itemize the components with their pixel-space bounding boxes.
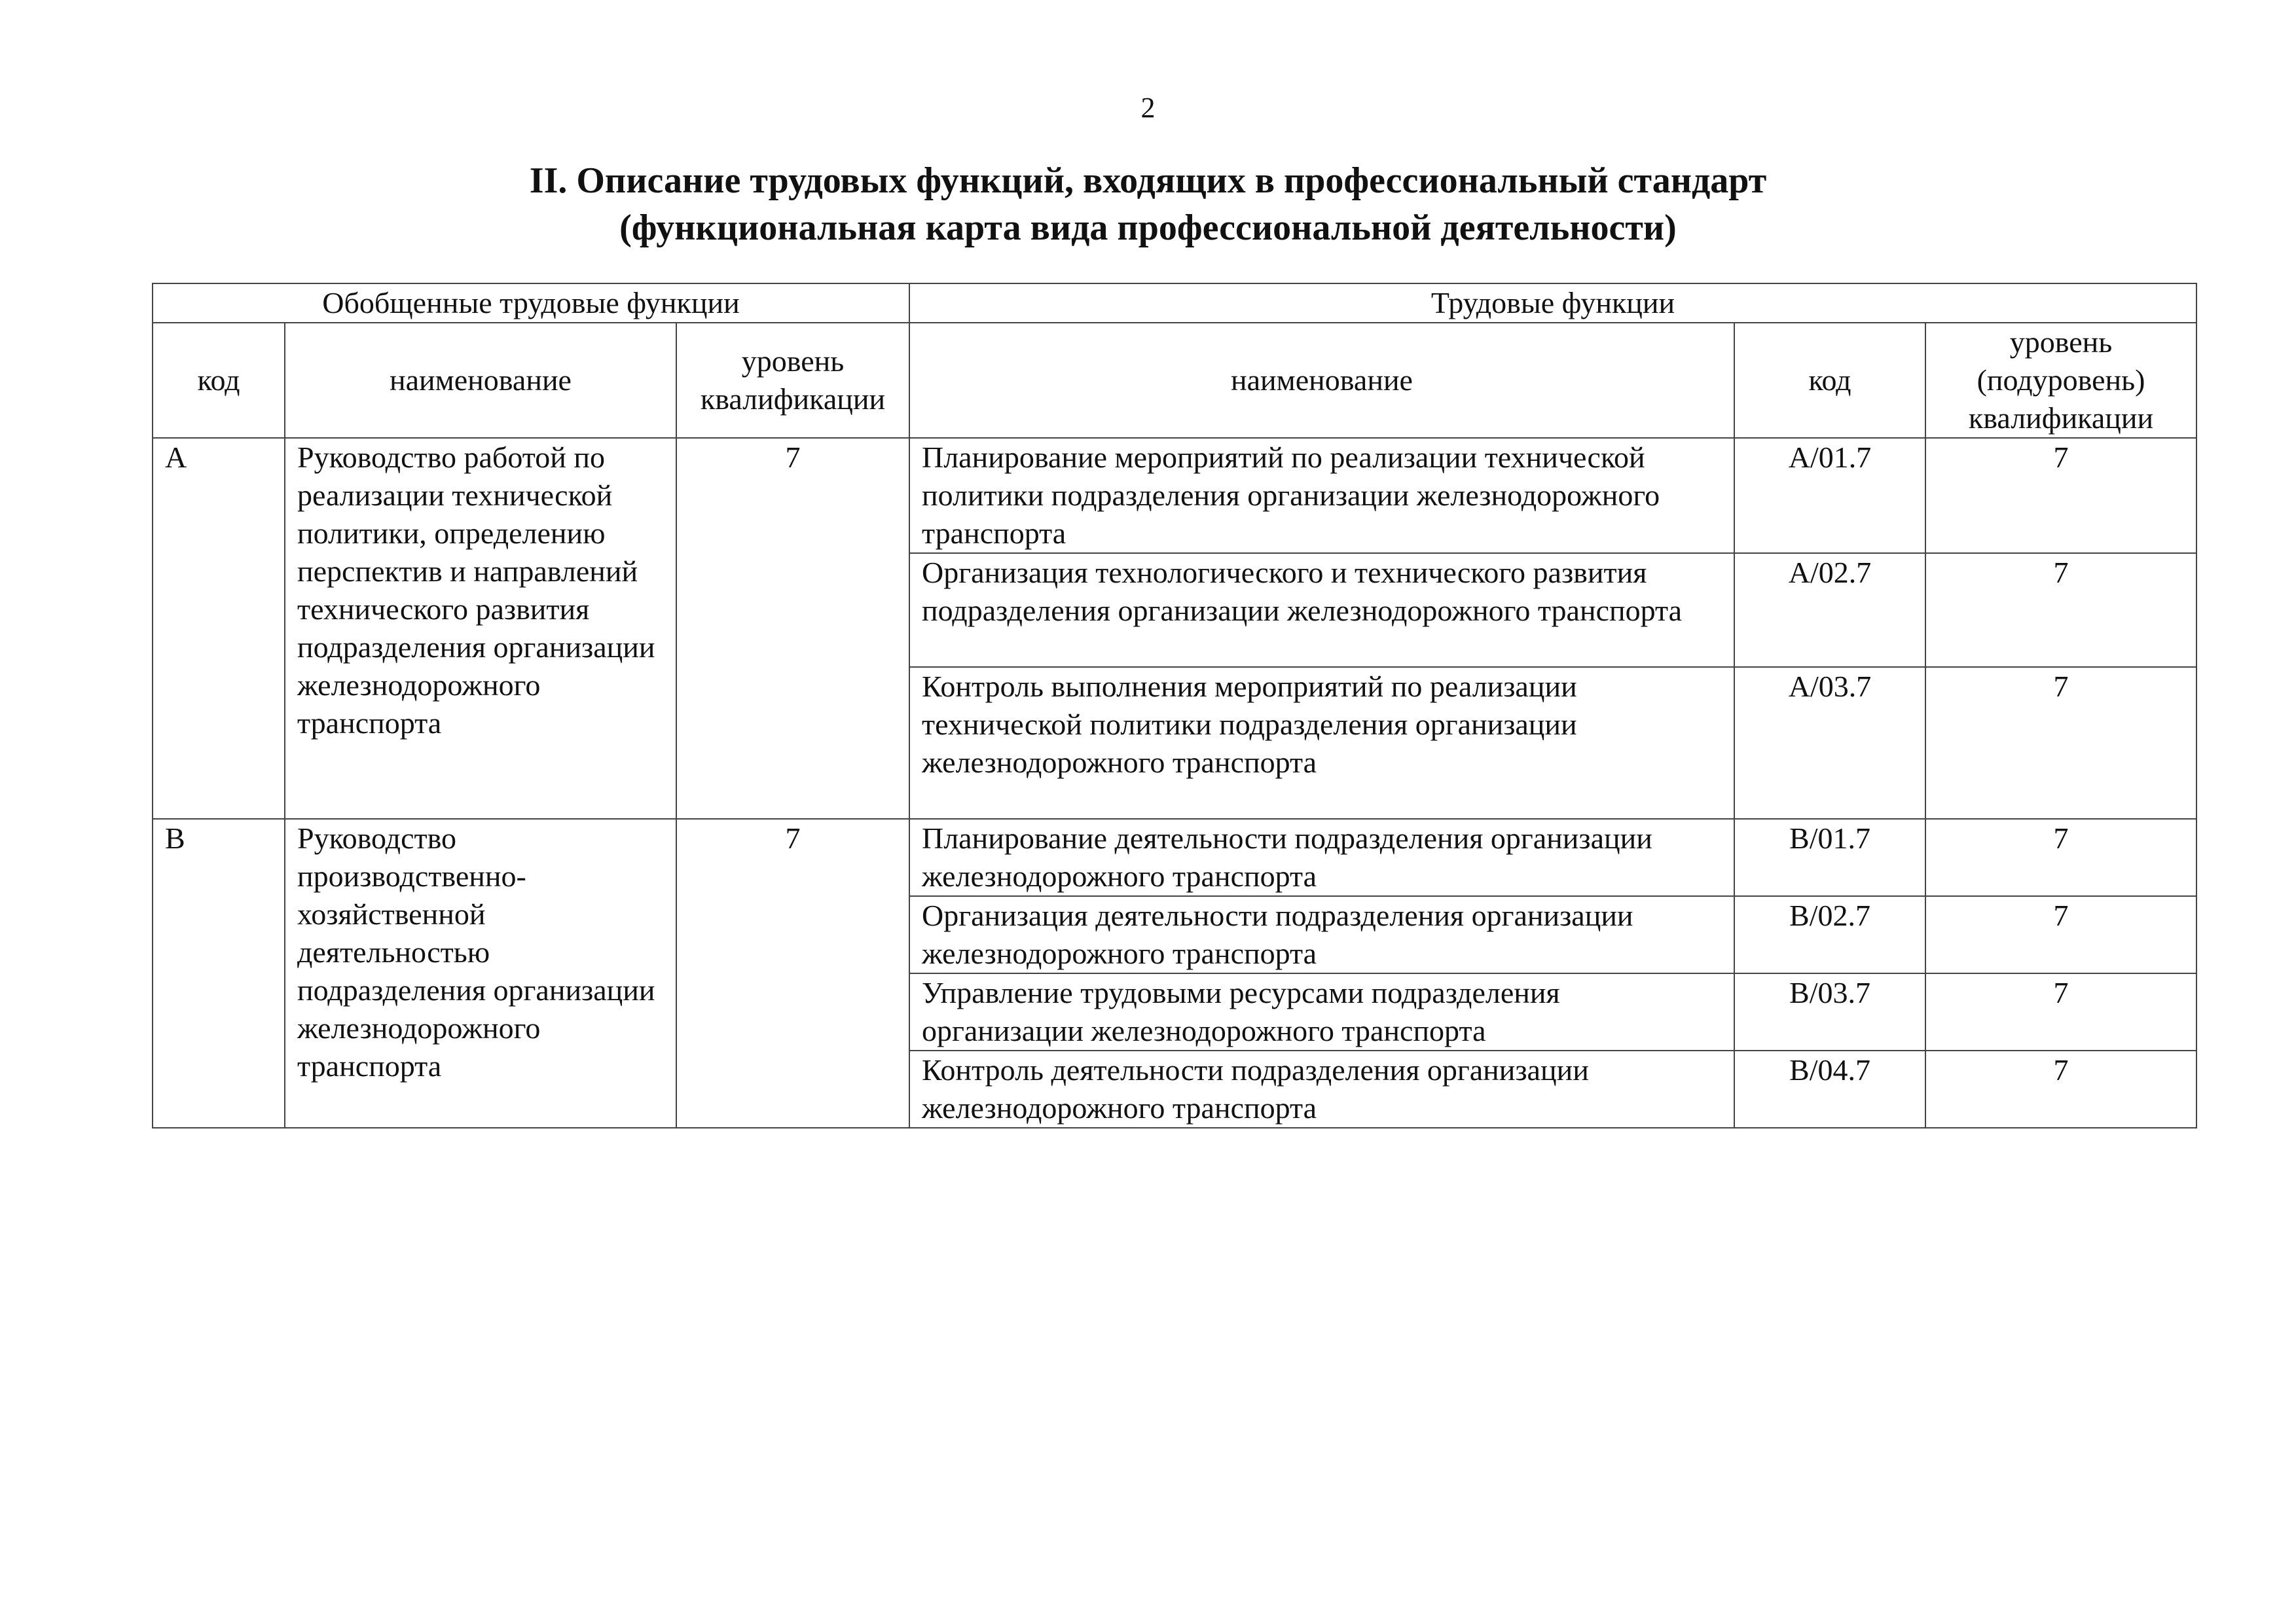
function-level: 7 (1925, 438, 2196, 553)
col-func-code: код (1734, 323, 1925, 438)
function-code: A/02.7 (1734, 553, 1925, 667)
function-code: B/04.7 (1734, 1051, 1925, 1128)
section-title-line1: II. Описание трудовых функций, входящих в профессиональный стандарт (529, 160, 1767, 201)
function-level: 7 (1925, 819, 2196, 896)
function-code: B/01.7 (1734, 819, 1925, 896)
group-code: A (153, 438, 285, 819)
function-name: Планирование деятельности подразделения организации железнодорожного транспорта (909, 819, 1734, 896)
table-row (153, 819, 2196, 896)
function-level: 7 (1925, 973, 2196, 1051)
function-name: Организация технологического и технического развития подразделения организации железнодорожного транспорта (909, 553, 1734, 667)
col-func-name: наименование (909, 323, 1734, 438)
function-code: A/03.7 (1734, 667, 1925, 819)
section-title-line2: (функциональная карта вида профессиональной деятельности) (619, 208, 1677, 248)
col-gen-code: код (153, 323, 285, 438)
labor-functions-header: Трудовые функции (909, 283, 2196, 323)
function-name: Организация деятельности подразделения организации железнодорожного транспорта (909, 896, 1734, 973)
group-level: 7 (676, 438, 909, 819)
group-name: Руководство производственно-хозяйственной деятельностью подразделения организации железнодорожного транспорта (285, 819, 676, 1128)
function-level: 7 (1925, 896, 2196, 973)
function-name: Управление трудовыми ресурсами подразделения организации железнодорожного транспорта (909, 973, 1734, 1051)
group-code: B (153, 819, 285, 1128)
function-name: Планирование мероприятий по реализации технической политики подразделения организации железнодорожного транспорта (909, 438, 1734, 553)
function-level: 7 (1925, 667, 2196, 819)
function-name: Контроль деятельности подразделения организации железнодорожного транспорта (909, 1051, 1734, 1128)
function-level: 7 (1925, 553, 2196, 667)
group-header-row (153, 283, 2196, 323)
function-name: Контроль выполнения мероприятий по реализации технической политики подразделения организации железнодорожного транспорта (909, 667, 1734, 819)
function-code: B/03.7 (1734, 973, 1925, 1051)
functional-map-table (152, 283, 2197, 1128)
column-header-row (153, 323, 2196, 438)
group-name: Руководство работой по реализации технической политики, определению перспектив и направлений технического развития подразделения организации железнодорожного транспорта (285, 438, 676, 819)
section-title (0, 157, 2296, 251)
col-gen-name: наименование (285, 323, 676, 438)
page-number: 2 (1140, 92, 1156, 124)
group-level: 7 (676, 819, 909, 1128)
table-row (153, 438, 2196, 553)
function-code: A/01.7 (1734, 438, 1925, 553)
function-level: 7 (1925, 1051, 2196, 1128)
generalized-functions-header: Обобщенные трудовые функции (153, 283, 909, 323)
col-func-level: уровень (подуровень) квалификации (1925, 323, 2196, 438)
function-code: B/02.7 (1734, 896, 1925, 973)
col-gen-level: уровень квалификации (676, 323, 909, 438)
